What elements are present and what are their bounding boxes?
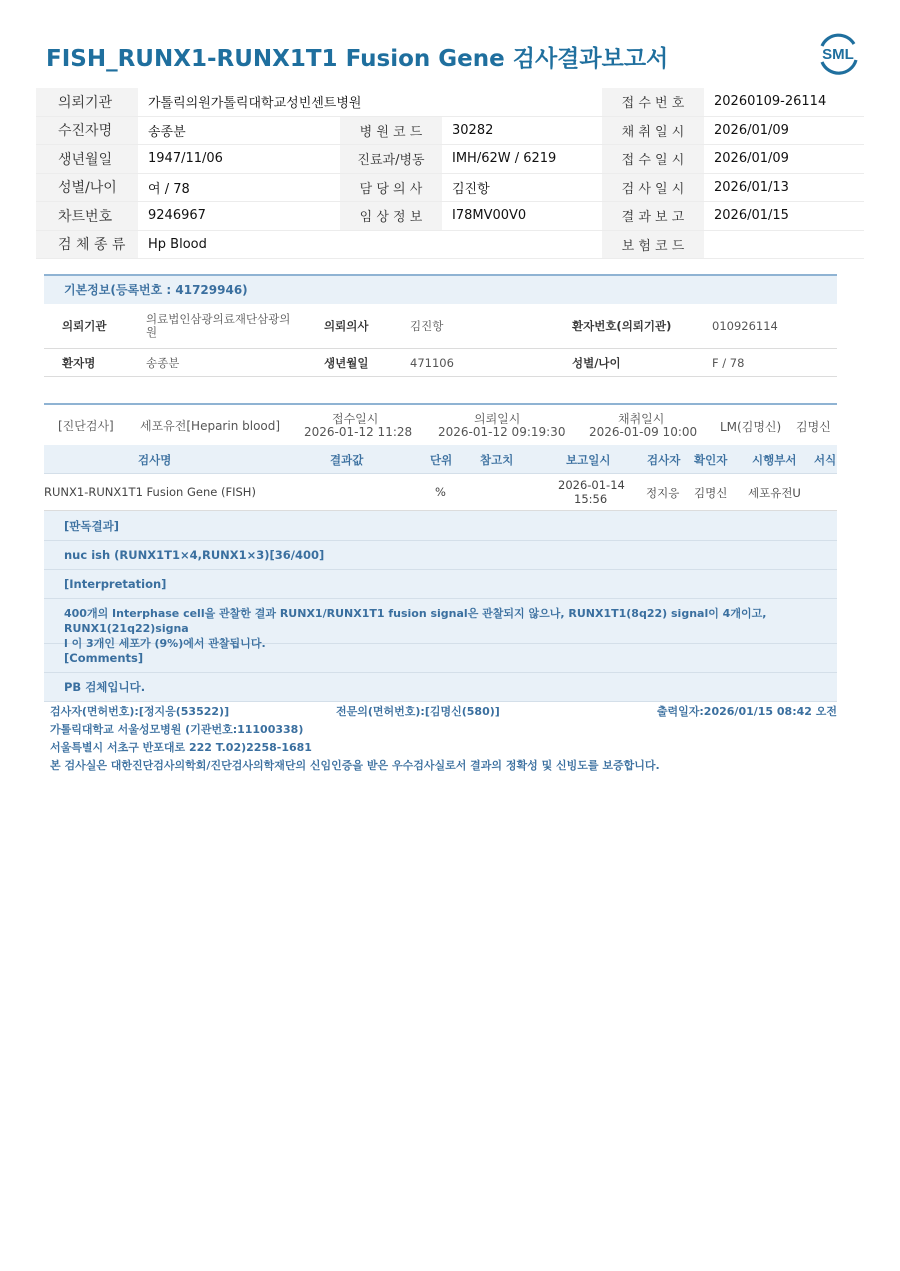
- footer-certification: 본 검사실은 대한진단검사의학회/진단검사의학재단의 신임인증을 받은 우수검사실로서 결과의 정확성 및 신빙도를 보증합니다.: [50, 759, 660, 772]
- header-label: 진료과/병동: [340, 145, 442, 174]
- tester: 정지응: [646, 486, 680, 500]
- header-label: 접 수 일 시: [602, 145, 704, 174]
- interpretation-line1: 400개의 Interphase cell을 관찰한 결과 RUNX1/RUNX1T1 fusion signal은 관찰되지 않으나, RUNX1T1(8q22) signal이 4개이고, RUNX1(21q22)signa: [64, 607, 767, 635]
- basic-info-heading: 기본정보(등록번호 : 41729946): [44, 274, 837, 304]
- birth: 471106: [410, 355, 454, 370]
- footer-specialist: 전문의(면허번호):[김명신(580)]: [336, 705, 500, 718]
- header-label: 채 취 일 시: [602, 116, 704, 145]
- header-label: 접 수 번 호: [602, 88, 704, 116]
- col-test-name: 검사명: [138, 453, 172, 467]
- report-title: FISH_RUNX1-RUNX1T1 Fusion Gene 검사결과보고서: [46, 46, 669, 72]
- report-time: 15:56: [574, 492, 608, 506]
- header-value: 김진항: [442, 173, 602, 202]
- requested-datetime: 2026-01-12 09:19:30: [438, 425, 566, 439]
- header-value: 여 / 78: [138, 173, 340, 202]
- lm-name: 김명신: [796, 420, 831, 434]
- header-label: 성별/나이: [36, 173, 138, 202]
- footer-address: 서울특별시 서초구 반포대로 222 T.02)2258-1681: [50, 741, 312, 754]
- interpretation-heading: [Interpretation]: [44, 570, 837, 599]
- birth-label: 생년월일: [324, 355, 369, 370]
- header-row: [36, 116, 864, 145]
- specimen: 세포유전[Heparin blood]: [140, 419, 281, 433]
- received-datetime: 2026-01-12 11:28: [304, 425, 413, 439]
- header-label: 수진자명: [36, 116, 138, 145]
- sml-logo: [814, 30, 862, 76]
- patient-no: 010926114: [712, 319, 778, 333]
- col-format: 서식: [814, 453, 837, 467]
- header-row: [36, 202, 864, 231]
- header-value: 20260109-26114: [704, 88, 864, 116]
- header-value: [704, 230, 864, 259]
- table-row: [44, 474, 837, 511]
- header-value: IMH/62W / 6219: [442, 145, 602, 174]
- comments-heading: [Comments]: [44, 644, 837, 673]
- header-label: 병 원 코 드: [340, 116, 442, 145]
- test-category: [진단검사]: [58, 419, 114, 433]
- received-label: 접수일시: [332, 412, 379, 426]
- header-label: 결 과 보 고: [602, 202, 704, 231]
- patient-name: 송종분: [146, 355, 180, 370]
- header-label: 보 험 코 드: [602, 230, 704, 259]
- department: 세포유전U: [748, 486, 801, 500]
- header-label: 검 체 종 류: [36, 230, 138, 259]
- col-report-date: 보고일시: [566, 453, 611, 467]
- test-meta: [44, 403, 837, 445]
- test-result-section: [44, 403, 837, 702]
- col-confirmer: 확인자: [694, 453, 728, 467]
- test-unit: %: [435, 485, 446, 499]
- patient-no-label: 환자번호(의뢰기관): [572, 319, 672, 333]
- result-heading: [판독결과]: [44, 511, 837, 541]
- result-text: nuc ish (RUNX1T1×4,RUNX1×3)[36/400]: [44, 541, 837, 570]
- footer-tester: 검사자(면허번호):[정지응(53522)]: [50, 705, 230, 718]
- logo-text: SML: [822, 46, 854, 63]
- confirmer: 김명신: [694, 486, 728, 500]
- requesting-institution-label: 의뢰기관: [62, 319, 107, 333]
- header-value: 송종분: [138, 116, 340, 145]
- header-value: 1947/11/06: [138, 145, 340, 174]
- header-row: [36, 173, 864, 202]
- col-department: 시행부서: [752, 453, 797, 467]
- result-table-header: [44, 445, 837, 474]
- header-row: [36, 230, 864, 259]
- interpretation-line2: l 이 3개인 세포가 (9%)에서 관찰됩니다.: [64, 637, 266, 650]
- interpretation-text: [44, 599, 837, 650]
- report-date: 2026-01-14: [558, 478, 625, 492]
- collected-datetime: 2026-01-09 10:00: [589, 425, 698, 439]
- lm-label: LM(김명신): [720, 420, 782, 434]
- requesting-doctor-label: 의뢰의사: [324, 319, 369, 333]
- header-label: 의뢰기관: [36, 88, 138, 116]
- requesting-doctor: 김진항: [410, 319, 444, 333]
- header-row: [36, 145, 864, 174]
- header-label: 검 사 일 시: [602, 173, 704, 202]
- patient-name-label: 환자명: [62, 355, 96, 370]
- report-header-table: [36, 88, 864, 259]
- header-value: 2026/01/13: [704, 173, 864, 202]
- test-name: RUNX1-RUNX1T1 Fusion Gene (FISH): [44, 485, 256, 499]
- requesting-institution-line2: 원: [146, 325, 158, 339]
- requesting-institution-line1: 의료법인삼광의료재단삼광의: [146, 312, 291, 326]
- comments-text: PB 검체입니다.: [44, 673, 837, 702]
- col-result: 결과값: [330, 453, 364, 467]
- requested-label: 의뢰일시: [474, 412, 521, 426]
- header-value: 2026/01/09: [704, 145, 864, 174]
- header-value: 30282: [442, 116, 602, 145]
- header-value: I78MV00V0: [442, 202, 602, 231]
- sex-age: F / 78: [712, 355, 745, 370]
- footer-printed: 출력일자:2026/01/15 08:42 오전: [656, 705, 837, 718]
- header-label: 담 당 의 사: [340, 173, 442, 202]
- footer-hospital: 가톨릭대학교 서울성모병원 (기관번호:11100338): [50, 723, 304, 736]
- col-tester: 검사자: [647, 453, 681, 467]
- col-unit: 단위: [430, 453, 453, 467]
- basic-info-section: [44, 274, 837, 377]
- header-label: 생년월일: [36, 145, 138, 174]
- header-value: 2026/01/09: [704, 116, 864, 145]
- header-value: 2026/01/15: [704, 202, 864, 231]
- header-value: Hp Blood: [138, 230, 602, 259]
- collected-label: 채취일시: [618, 412, 665, 426]
- header-label: 임 상 정 보: [340, 202, 442, 231]
- header-value: 가톨릭의원가톨릭대학교성빈센트병원: [138, 88, 602, 116]
- col-reference: 참고치: [480, 453, 514, 467]
- header-value: 9246967: [138, 202, 340, 231]
- header-row: [36, 88, 864, 116]
- sex-age-label: 성별/나이: [572, 355, 621, 370]
- header-label: 차트번호: [36, 202, 138, 231]
